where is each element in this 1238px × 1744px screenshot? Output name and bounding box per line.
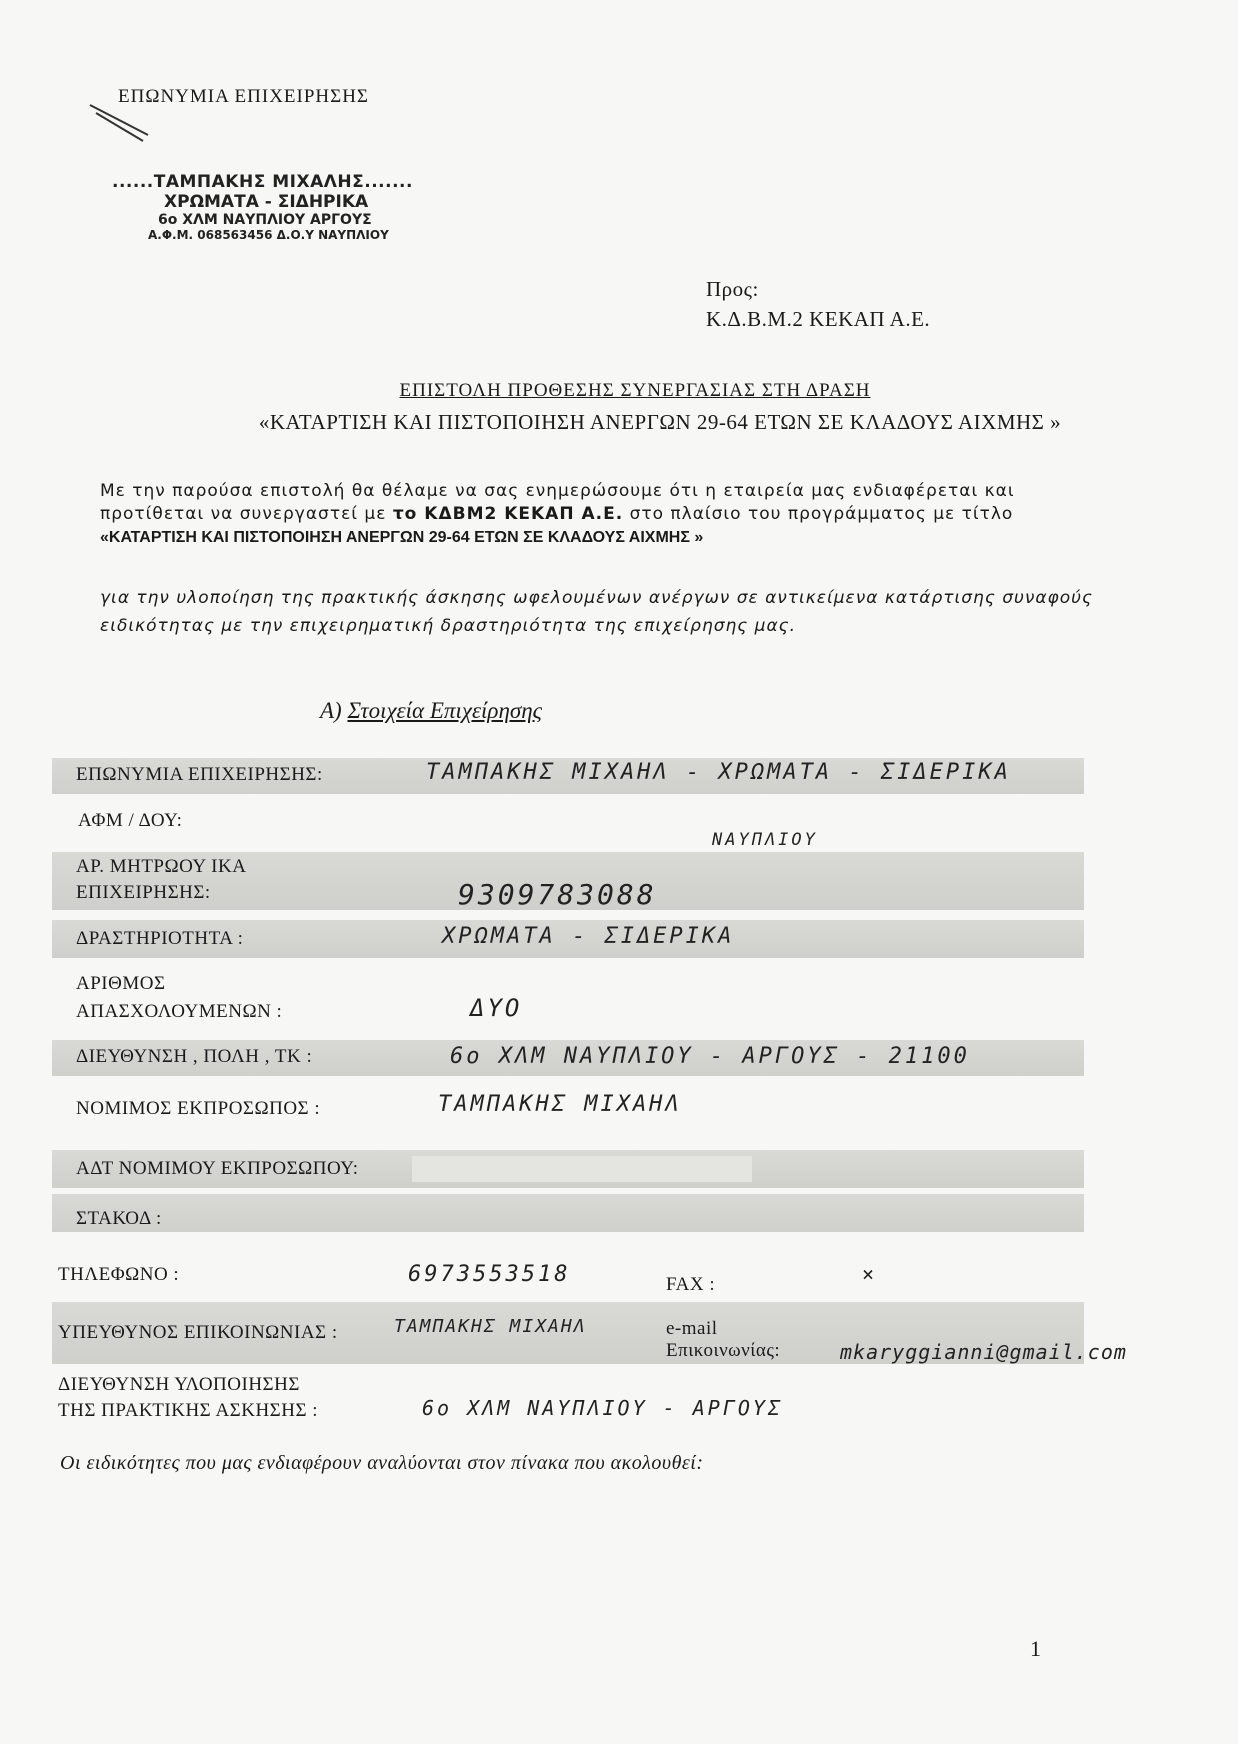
intro-text-a: Με την παρούσα επιστολή θα θέλαμε να σας ενημερώσουμε ότι η εταιρεία μας ενδιαφέρεται και προτίθεται να συνεργαστεί με: [100, 481, 1015, 524]
form-row-company-name: [52, 758, 1084, 794]
legal-rep-id-label: ΑΔΤ ΝΟΜΙΜΟΥ ΕΚΠΡΟΣΩΠΟΥ:: [76, 1158, 359, 1179]
form-row-stakod: [52, 1194, 1084, 1232]
employees-value: ΔΥΟ: [470, 994, 523, 1022]
recipient-block: [706, 274, 930, 334]
form-row-afm: [52, 800, 1084, 850]
email-label: [666, 1318, 780, 1362]
ika-label-line1: ΑΡ. ΜΗΤΡΩΟΥ ΙΚΑ: [76, 856, 247, 877]
intro-paragraph: [100, 480, 1100, 549]
letter-title: ΕΠΙΣΤΟΛΗ ΠΡΟΘΕΣΗΣ ΣΥΝΕΡΓΑΣΙΑΣ ΣΤΗ ΔΡΑΣΗ: [399, 380, 871, 401]
purpose-paragraph: για την υλοποίηση της πρακτικής άσκησης ωφελουμένων ανέργων σε αντικείμενα κατάρτισης συναφούς ειδικότητας με την επιχειρηματική δραστηριότητα της επιχείρησης μας.: [100, 588, 1093, 636]
form-row-phone: [52, 1256, 1084, 1296]
recipient-name: Κ.Δ.Β.Μ.2 ΚΕΚΑΠ Α.Ε.: [706, 307, 931, 331]
ika-value: 9309783088: [458, 878, 657, 911]
company-stamp: [112, 172, 432, 242]
company-name-value: ΤΑΜΠΑΚΗΣ ΜΙΧΑΗΛ - ΧΡΩΜΑΤΑ - ΣΙΔΕΡΙΚΑ: [426, 760, 1011, 785]
section-heading: [320, 698, 542, 724]
afm-value: ΝΑΥΠΛΙΟΥ: [712, 830, 818, 850]
form-row-practice-address: [52, 1368, 1084, 1426]
company-name-header-label: ΕΠΩΝΥΜΙΑ ΕΠΙΧΕΙΡΗΣΗΣ: [118, 86, 369, 107]
ika-label: [76, 854, 246, 906]
page-number: 1: [1030, 1636, 1041, 1661]
redacted-area: [412, 1156, 752, 1182]
form-row-legal-rep-id: [52, 1150, 1084, 1188]
practice-label-line2: ΤΗΣ ΠΡΑΚΤΙΚΗΣ ΑΣΚΗΣΗΣ :: [58, 1400, 319, 1421]
practice-address-value: 6ο ΧΛΜ ΝΑΥΠΛΙΟΥ - ΑΡΓΟΥΣ: [422, 1396, 783, 1420]
email-value: mkaryggianni@gmail.com: [840, 1340, 1127, 1364]
email-label-line1: e-mail: [666, 1318, 718, 1339]
contact-label: ΥΠΕΥΘΥΝΟΣ ΕΠΙΚΟΙΝΩΝΙΑΣ :: [58, 1322, 338, 1343]
legal-rep-value: ΤΑΜΠΑΚΗΣ ΜΙΧΑΗΛ: [438, 1092, 682, 1117]
contact-value: ΤΑΜΠΑΚΗΣ ΜΙΧΑΗΛ: [394, 1316, 587, 1337]
address-label: ΔΙΕΥΘΥΝΣΗ , ΠΟΛΗ , ΤΚ :: [76, 1046, 313, 1067]
company-name-label: ΕΠΩΝΥΜΙΑ ΕΠΙΧΕΙΡΗΣΗΣ:: [76, 764, 323, 785]
address-value: 6ο ΧΛΜ ΝΑΥΠΛΙΟΥ - ΑΡΓΟΥΣ - 21100: [450, 1044, 970, 1069]
program-title: «ΚΑΤΑΡΤΙΣΗ ΚΑΙ ΠΙΣΤΟΠΟΙΗΣΗ ΑΝΕΡΓΩΝ 29-64 ΕΤΩΝ ΣΕ ΚΛΑΔΟΥΣ ΑΙΧΜΗΣ »: [258, 410, 1062, 434]
fax-value: ×: [862, 1262, 878, 1286]
legal-rep-label: ΝΟΜΙΜΟΣ ΕΚΠΡΟΣΩΠΟΣ :: [76, 1098, 321, 1119]
activity-label: ΔΡΑΣΤΗΡΙΟΤΗΤΑ :: [76, 928, 244, 949]
employees-label-line1: ΑΡΙΘΜΟΣ: [76, 973, 166, 994]
section-prefix: Α): [320, 698, 348, 723]
specialties-note: Οι ειδικότητες που μας ενδιαφέρουν αναλύονται στον πίνακα που ακολουθεί:: [60, 1452, 704, 1474]
practice-address-label: [58, 1372, 318, 1424]
recipient-label: Προς:: [706, 277, 759, 301]
stamp-line-tax: Α.Φ.Μ. 068563456 Δ.Ο.Υ ΝΑΥΠΛΙΟΥ: [148, 228, 389, 242]
intro-text-c: στο πλαίσιο του προγράμματος με τίτλο: [623, 504, 1014, 524]
fax-label: FAX :: [666, 1274, 716, 1295]
stamp-line-address: 6ο ΧΛΜ ΝΑΥΠΛΙΟΥ ΑΡΓΟΥΣ: [158, 212, 372, 228]
email-label-line2: Επικοινωνίας:: [666, 1340, 781, 1361]
stamp-line-name: ......ΤΑΜΠΑΚΗΣ ΜΙΧΑΛΗΣ.......: [112, 172, 413, 192]
form-row-employees: [52, 966, 1084, 1024]
phone-value: 6973553518: [408, 1262, 571, 1287]
intro-program-name: «ΚΑΤΑΡΤΙΣΗ ΚΑΙ ΠΙΣΤΟΠΟΙΗΣΗ ΑΝΕΡΓΩΝ 29-64 ΕΤΩΝ ΣΕ ΚΛΑΔΟΥΣ ΑΙΧΜΗΣ »: [100, 529, 704, 546]
form-row-address: [52, 1040, 1084, 1076]
intro-text-org: το ΚΔΒΜ2 ΚΕΚΑΠ Α.Ε.: [392, 504, 624, 524]
form-row-legal-rep: [52, 1090, 1084, 1130]
ika-label-line2: ΕΠΙΧΕΙΡΗΣΗΣ:: [76, 882, 211, 903]
form-row-activity: [52, 920, 1084, 958]
employees-label: [76, 970, 282, 1026]
form-row-contact: [52, 1302, 1127, 1364]
employees-label-line2: ΑΠΑΣΧΟΛΟΥΜΕΝΩΝ :: [76, 1001, 283, 1022]
practice-label-line1: ΔΙΕΥΘΥΝΣΗ ΥΛΟΠΟΙΗΣΗΣ: [58, 1374, 300, 1395]
phone-label: ΤΗΛΕΦΩΝΟ :: [58, 1264, 180, 1285]
stakod-label: ΣΤΑΚΟΔ :: [76, 1208, 162, 1229]
form-row-ika: [52, 852, 1084, 910]
pen-stroke-mark: [88, 95, 158, 145]
stamp-line-trade: ΧΡΩΜΑΤΑ - ΣΙΔΗΡΙΚΑ: [164, 192, 369, 212]
activity-value: ΧΡΩΜΑΤΑ - ΣΙΔΕΡΙΚΑ: [442, 924, 735, 949]
section-title: Στοιχεία Επιχείρησης: [347, 698, 542, 723]
afm-label: ΑΦΜ / ΔΟΥ:: [78, 810, 183, 831]
